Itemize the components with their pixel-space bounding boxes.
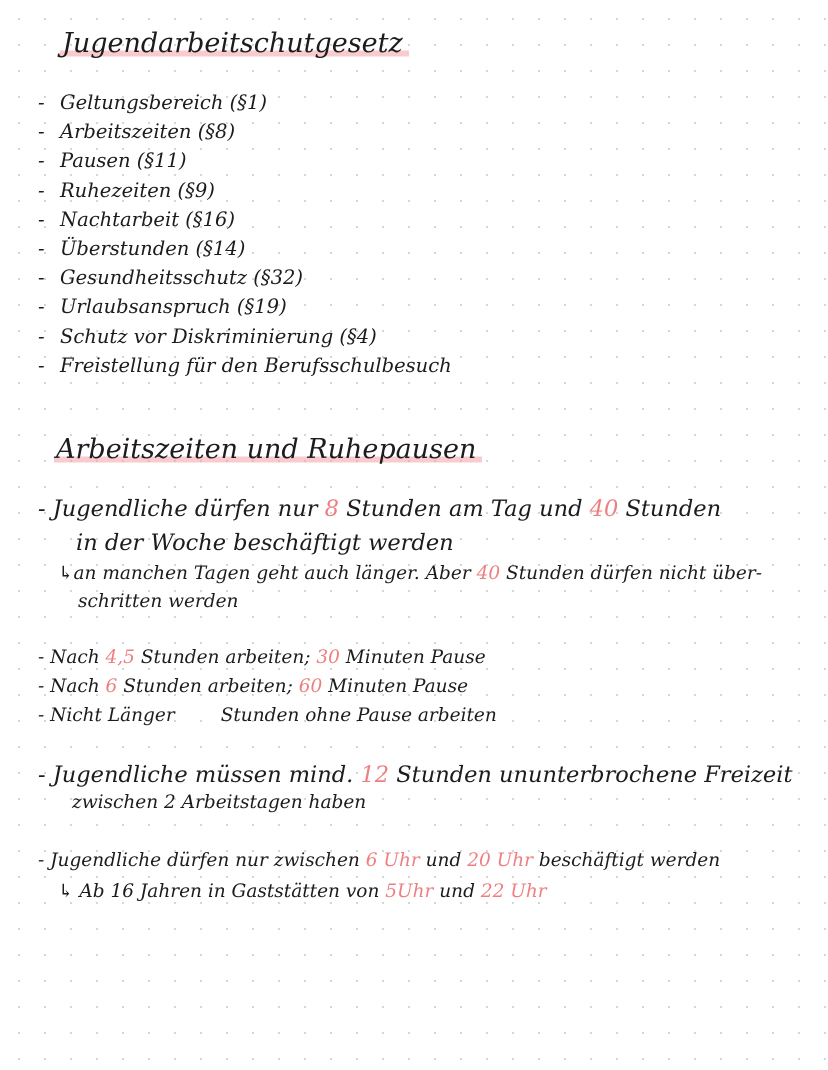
note-line-free-time-cont: zwischen 2 Arbeitstagen haben [72, 792, 367, 813]
value-minutes-60: 60 [298, 676, 323, 697]
value-hours-12: 12 [360, 762, 390, 788]
list-item: - Freistellung für den Berufsschulbesuch [38, 353, 452, 377]
list-item: - Überstunden (§14) [38, 236, 246, 260]
list-item: - Pausen (§11) [38, 149, 187, 173]
list-item: - Nachtarbeit (§16) [38, 207, 236, 231]
value-6-uhr: 6 Uhr [365, 850, 420, 871]
value-hours-6: 6 [105, 676, 118, 697]
value-22-uhr: 22 Uhr [480, 881, 547, 902]
note-line-break-45: - Nach 4,5 Stunden arbeiten; 30 Minuten Pause [38, 647, 486, 668]
note-line-break-6: - Nach 6 Stunden arbeiten; 60 Minuten Pause [38, 676, 469, 697]
heading-arbeitszeiten-ruhepausen: Arbeitszeiten und Ruhepausen [54, 434, 482, 467]
value-20-uhr: 20 Uhr [467, 850, 533, 871]
value-hours-per-day: 8 [324, 496, 339, 522]
note-line-free-time: - Jugendliche müssen mind. 12 Stunden ununterbrochene Freizeit [38, 762, 793, 788]
list-item: - Geltungsbereich (§1) [38, 91, 267, 114]
value-hours-per-week: 40 [589, 496, 619, 522]
note-line-hours-cont: in der Woche beschäftigt werden [76, 530, 454, 556]
list-item: - Schutz vor Diskriminierung (§4) [38, 324, 377, 348]
value-minutes-30: 30 [316, 647, 340, 668]
note-subline-cont: schritten werden [78, 591, 239, 612]
value-max-hours: 40 [476, 563, 501, 584]
topic-list [38, 88, 452, 380]
list-item: - Gesundheitsschutz (§32) [38, 266, 304, 290]
value-hours-4-5: 4,5 [105, 647, 135, 668]
note-line-hours: - Jugendliche dürfen nur 8 Stunden am Tag und 40 Stunden [38, 496, 722, 522]
heading-jugendarbeitschutzgesetz: Jugendarbeitschutgesetz [60, 28, 409, 61]
list-item: - Ruhezeiten (§9) [38, 178, 215, 202]
note-line-working-hours: - Jugendliche dürfen nur zwischen 6 Uhr und 20 Uhr beschäftigt werden [38, 850, 721, 871]
note-subline-gastro: ↳ Ab 16 Jahren in Gaststätten von 5Uhr und 22 Uhr [58, 881, 547, 902]
value-5-uhr: 5Uhr [385, 881, 434, 902]
note-subline-longer-days: ↳an manchen Tagen geht auch länger. Aber 40 Stunden dürfen nicht über- [58, 563, 762, 584]
list-item: - Arbeitszeiten (§8) [38, 120, 236, 144]
note-line-no-break: - Nicht Länger Stunden ohne Pause arbeiten [38, 705, 497, 726]
list-item: - Urlaubsanspruch (§19) [38, 295, 287, 319]
